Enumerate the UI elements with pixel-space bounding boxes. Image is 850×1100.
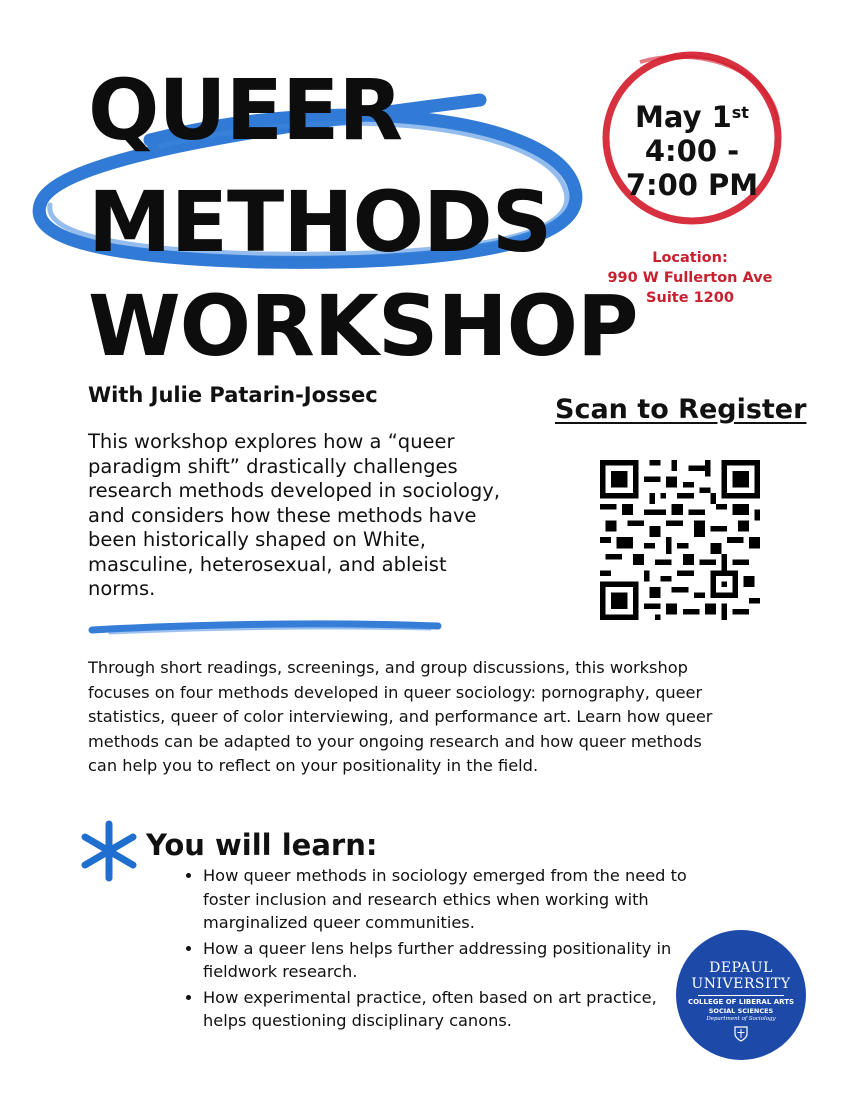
location-label: Location: [652,250,728,266]
logo-line-1: DEPAUL [709,960,773,976]
logo-line-3: COLLEGE OF LIBERAL ARTS [687,998,795,1006]
event-day-suffix: st [731,103,749,122]
blue-brush-divider [92,624,438,630]
logo-line-4: SOCIAL SCIENCES [708,1007,774,1015]
asterisk-star-icon [78,820,140,882]
qr-code-icon[interactable] [600,460,760,620]
event-date [612,100,772,134]
address-line-1: 990 W Fullerton Ave [607,270,773,286]
event-time-end: 7:00 PM [625,168,759,202]
title-line-2: METHODS [88,173,552,271]
logo-line-2: UNIVERSITY [691,976,791,992]
depaul-crest-icon [734,1026,748,1042]
learn-list [185,864,693,1035]
title-line-1: QUEER [88,61,403,159]
event-location [590,248,790,308]
body-paragraph: Through short readings, screenings, and group discussions, this workshop focuses on four methods developed in queer sociology: pornography, queer statistics, queer of color interviewing, and performance art. Learn how queer methods can be adapted to your ongoing research and how queer methods can help you to reflect on your positionality in the field. [88,658,713,775]
learn-list-item: • How experimental practice, often based on art practice, helps questioning disciplinary canons. [203,986,693,1033]
learn-list-item: • How a queer lens helps further addressing positionality in fieldwork research. [203,937,693,984]
depaul-logo [676,930,806,1060]
learn-list-item: • How queer methods in sociology emerged from the need to foster inclusion and research ethics when working with marginalized queer communities. [203,864,693,935]
scan-to-register-label: Scan to Register [555,394,807,425]
event-time-start: 4:00 - [644,134,740,168]
intro-paragraph: This workshop explores how a “queer paradigm shift” drastically challenges research methods developed in sociology, and considers how these methods have been historically shaped on White, masculine, heterosexual, and ableist norms. [88,430,501,600]
logo-rule [698,995,784,996]
learn-heading: You will learn: [146,828,378,862]
presenter-name: With Julie Patarin-Jossec [88,383,378,407]
address-line-2: Suite 1200 [646,290,734,306]
event-month-day: May 1 [635,100,732,134]
logo-line-5: Department of Sociology [706,1016,776,1022]
title-line-3: WORKSHOP [88,277,638,375]
event-date-time [612,100,772,202]
